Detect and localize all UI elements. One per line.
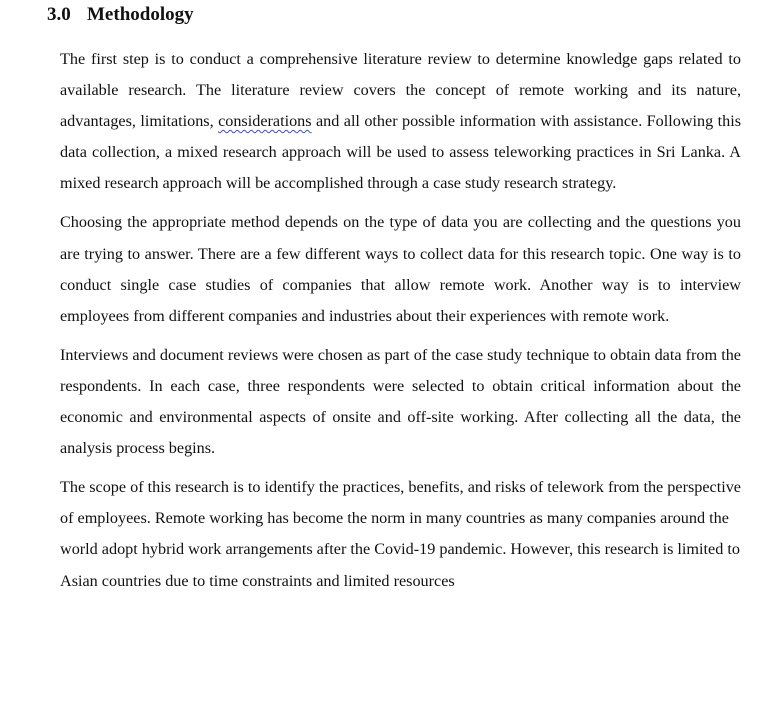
section-title: Methodology <box>87 4 194 25</box>
section-number: 3.0 <box>47 4 71 25</box>
paragraph-text: The first step is to conduct a comprehensive literature review to determine knowledge gaps related to available research. The literature review covers the concept of remote working and its nature, advantages, limitations, <box>60 50 741 131</box>
paragraph-scope: The scope of this research is to identify the practices, benefits, and risks of telework from the perspective of employees. Remote working has become the norm in many countries as many companies around the world adopt hybrid work arrangements after the Covid-19 pandemic. However, this research is limited to Asian countries due to time constraints and limited resources <box>60 478 741 590</box>
paragraph-text: and all other possible information with assistance. Following this data collection, a mixed research approach will be used to assess teleworking practices in Sri Lanka. A mixed research approach will be accomplished through a case study research strategy. <box>60 112 741 193</box>
document-body <box>60 44 741 605</box>
paragraph-literature-review <box>60 44 741 199</box>
paragraph-interviews: Interviews and document reviews were chosen as part of the case study technique to obtain data from the respondents. In each case, three respondents were selected to obtain critical information about the economic and environmental aspects of onsite and off-site working. After collecting all the data, the analysis process begins. <box>60 345 741 458</box>
section-heading <box>47 4 194 26</box>
paragraph-method-choice: Choosing the appropriate method depends on the type of data you are collecting and the questions you are trying to answer. There are a few different ways to collect data for this research topic. One way is to conduct single case studies of companies that allow remote work. Another way is to interview employees from different companies and industries about their experiences with remote work. <box>60 213 741 325</box>
spellcheck-flagged-word[interactable]: considerations <box>218 112 312 131</box>
